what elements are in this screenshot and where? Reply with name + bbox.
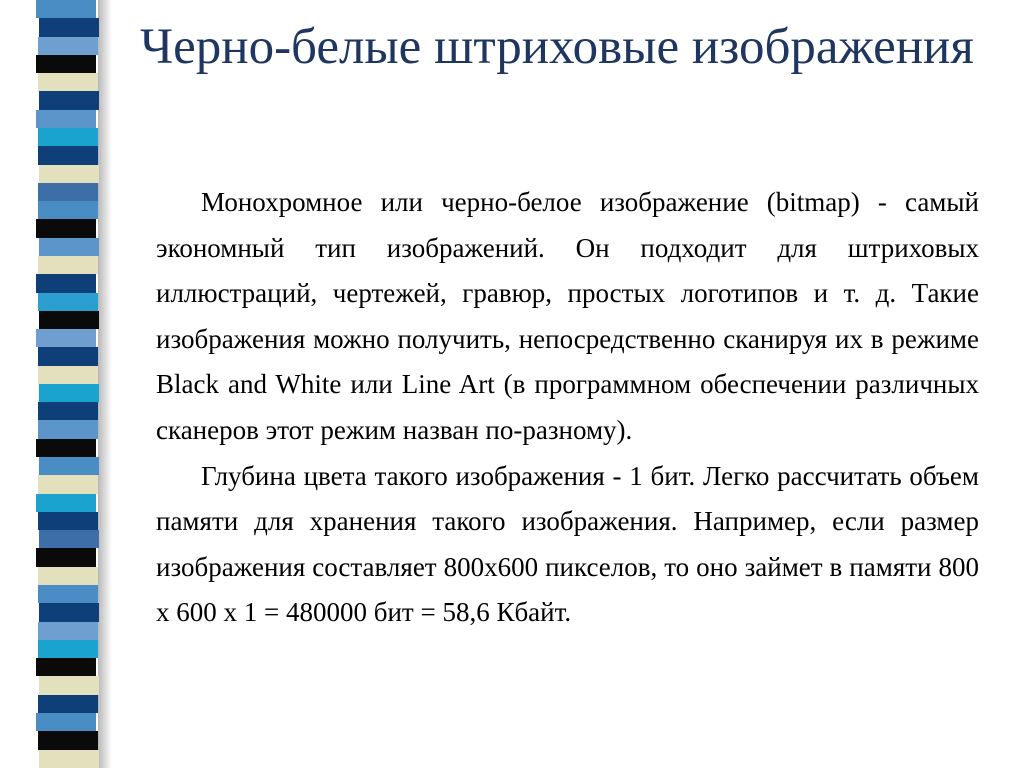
stripe-band xyxy=(38,73,98,91)
slide-title: Черно-белые штриховые изображения xyxy=(140,19,974,75)
stripe-band xyxy=(38,366,98,384)
stripe-band xyxy=(38,347,98,365)
stripe-band xyxy=(38,128,98,146)
stripe-band xyxy=(36,0,96,18)
stripe-band xyxy=(38,293,98,311)
stripe-band xyxy=(36,110,96,128)
stripe-band xyxy=(38,731,98,749)
paragraph-2: Глубина цвета такого изображения - 1 бит. Легко рассчитать объем памяти для хранения такого изображения. Например, если размер изображения составляет 800x600 пикселов, то оно займет в памяти 800 x 600 x 1 = 480000 бит = 58,6 Кбайт. xyxy=(156,460,979,628)
stripe-band xyxy=(38,402,98,420)
slide-body xyxy=(156,180,979,636)
stripe-band xyxy=(39,311,99,329)
stripe-band xyxy=(36,494,96,512)
stripe-band xyxy=(38,37,98,55)
stripe-band xyxy=(36,329,96,347)
stripe-band xyxy=(39,530,99,548)
stripe-shadow xyxy=(98,0,112,768)
stripe-band xyxy=(39,384,99,402)
stripe-band xyxy=(36,713,96,731)
stripe-band xyxy=(36,274,96,292)
stripe-band xyxy=(39,676,99,694)
stripe-band xyxy=(36,55,96,73)
stripe-band xyxy=(38,695,98,713)
stripe-band xyxy=(36,658,96,676)
stripe-band xyxy=(39,18,99,36)
stripe-band xyxy=(39,603,99,621)
stripe-band xyxy=(38,146,98,164)
paragraph-1: Монохромное или черно-белое изображение (bitmap) - самый экономный тип изображений. Он подходит для штриховых иллюстраций, чертежей, гравюр, простых логотипов и т. д. Такие изображения можно получить, непосредственно сканируя их в режиме Black and White или Line Art (в программном обеспечении различных сканеров этот режим назван по-разному). xyxy=(156,187,979,445)
stripe-band xyxy=(39,238,99,256)
stripe-band xyxy=(39,165,99,183)
stripe-band xyxy=(38,512,98,530)
stripe-band xyxy=(38,475,98,493)
decorative-stripe xyxy=(38,0,98,768)
stripe-band xyxy=(36,548,96,566)
stripe-band xyxy=(36,439,96,457)
stripe-band xyxy=(38,585,98,603)
stripe-band xyxy=(36,219,96,237)
stripe-band xyxy=(38,256,98,274)
stripe-band xyxy=(38,183,98,201)
stripe-band xyxy=(39,91,99,109)
stripe-band xyxy=(38,420,98,438)
stripe-band xyxy=(38,640,98,658)
stripe-band xyxy=(39,750,99,768)
stripe-band xyxy=(39,457,99,475)
stripe-band xyxy=(38,567,98,585)
stripe-band xyxy=(38,201,98,219)
stripe-band xyxy=(38,622,98,640)
